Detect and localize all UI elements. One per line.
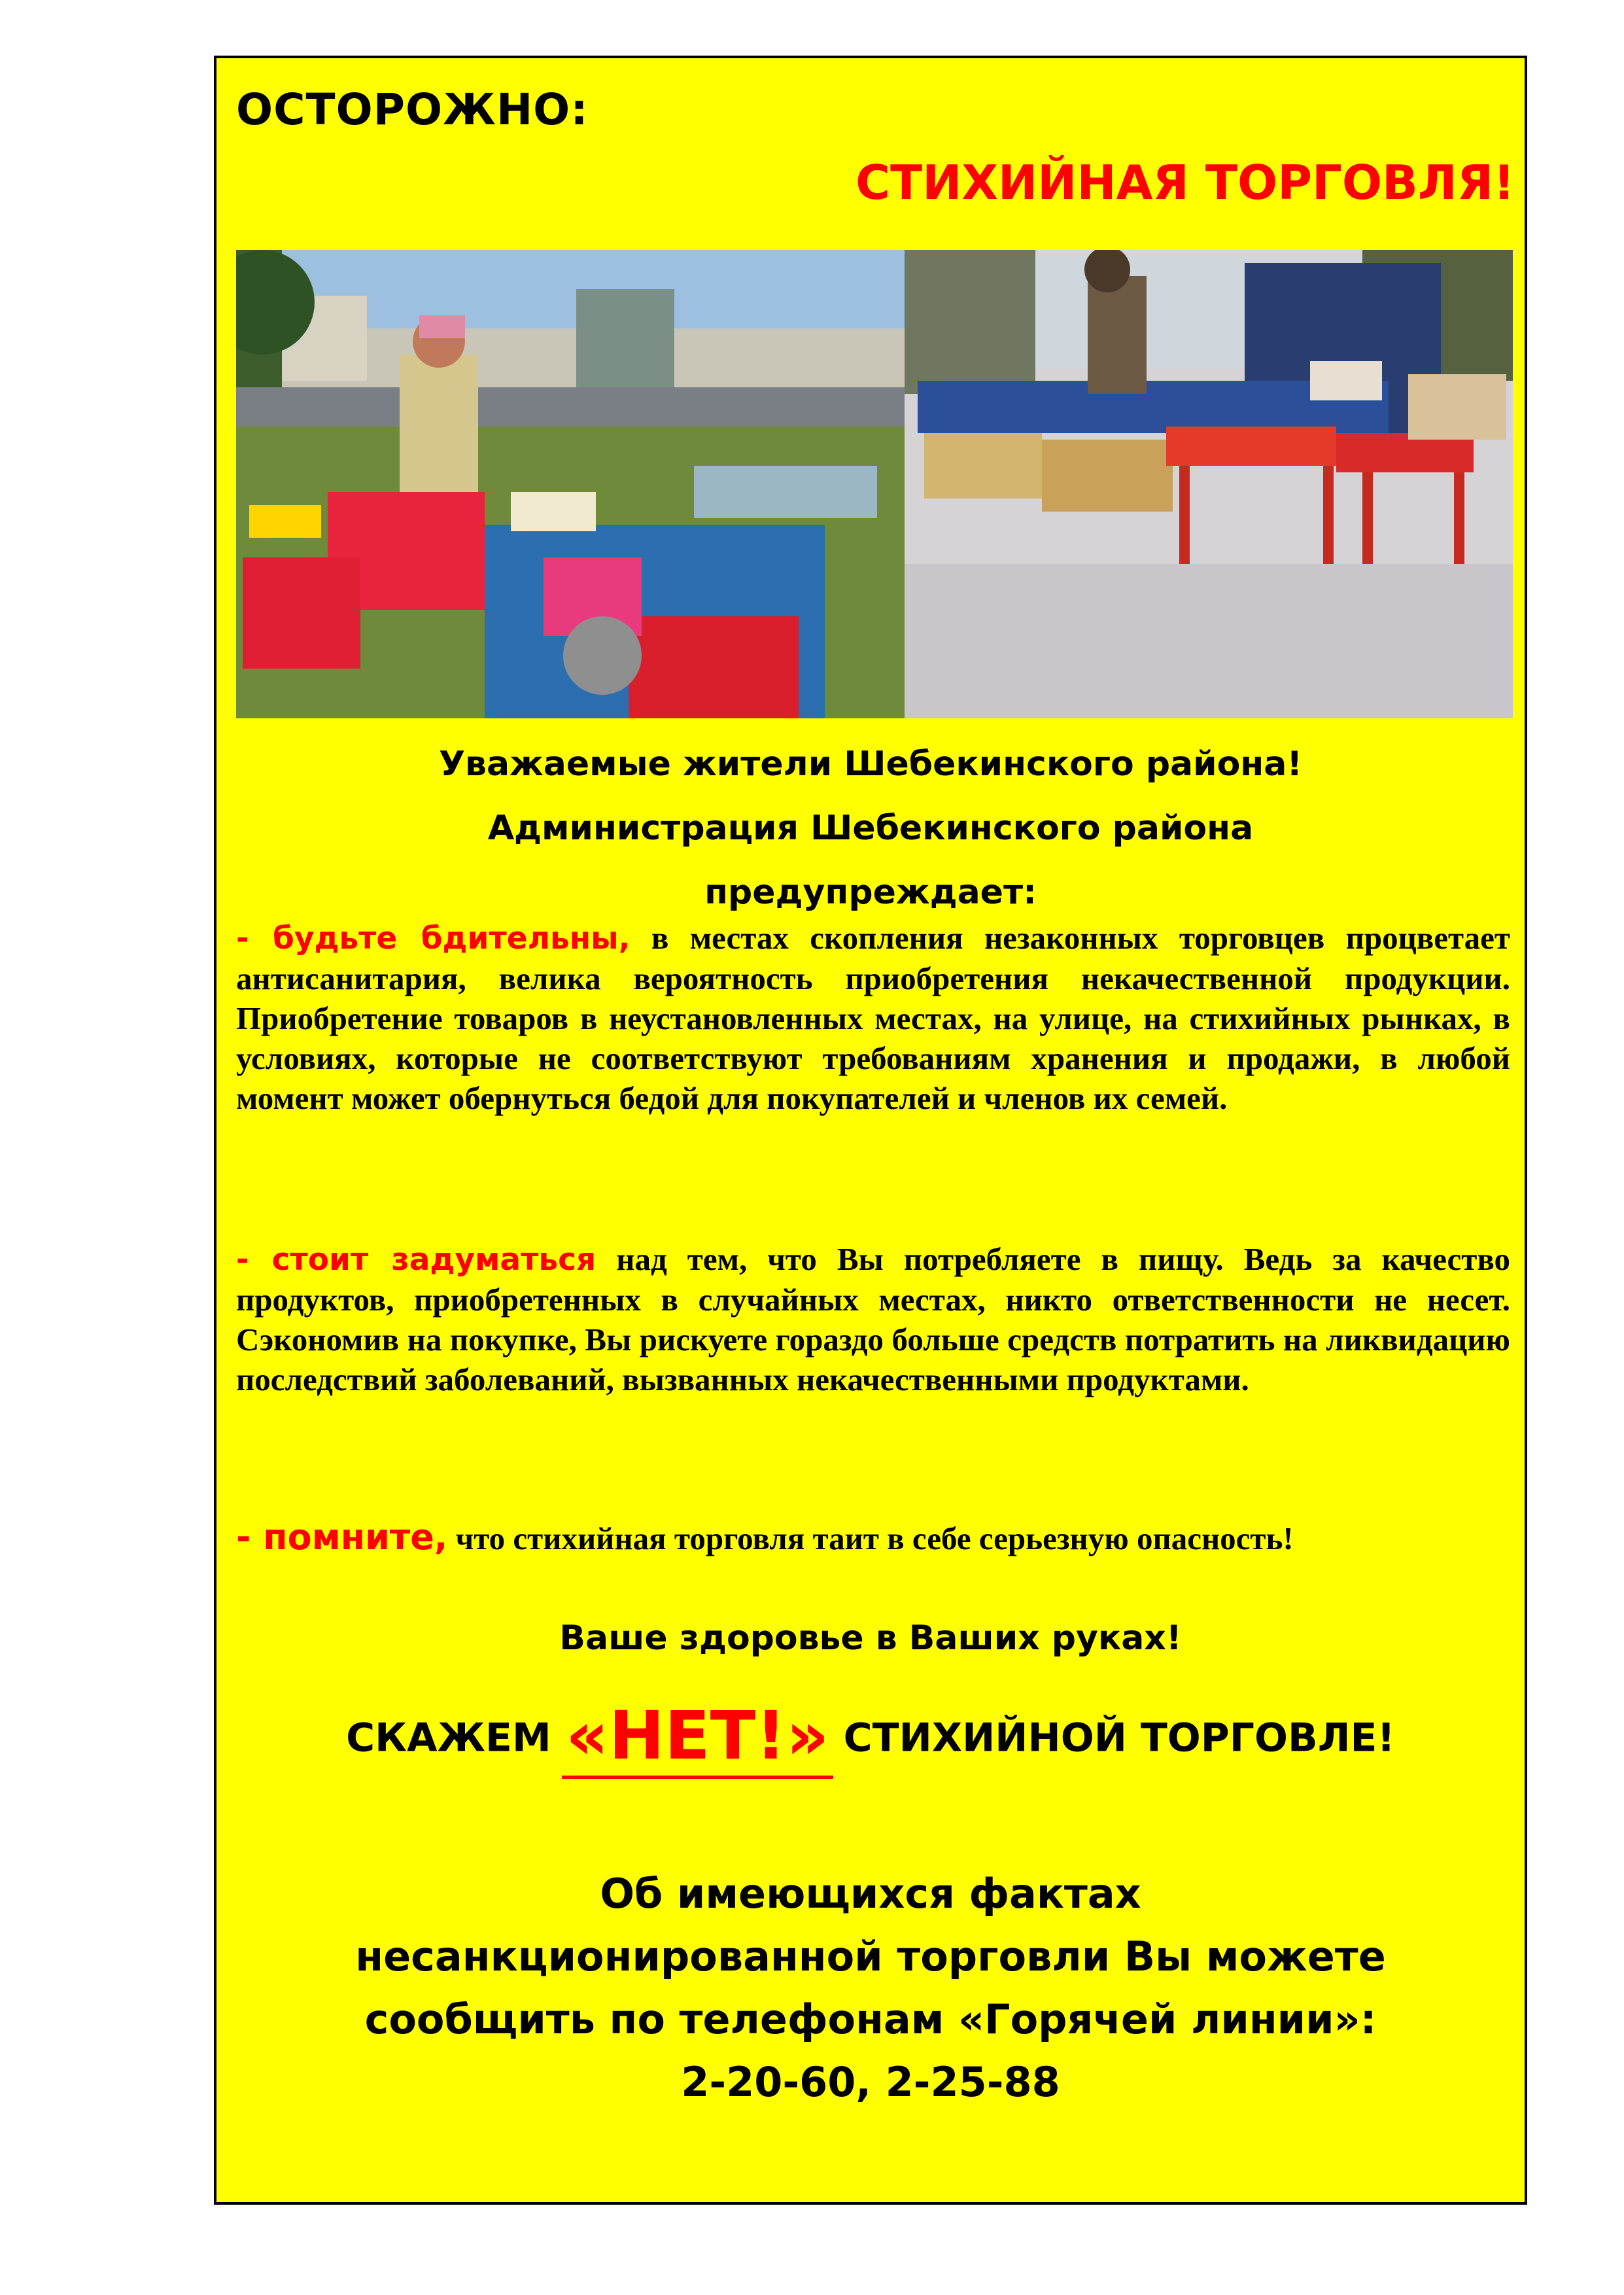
- paragraph-text: над тем, что Вы потребляете в пищу. Ведь за качество продуктов, приобретенных в случайных местах, никто ответственности не несет. Сэкономив на покупке, Вы рискуете гораздо больше средств потратить на ликвидацию последствий заболеваний, вызванных некачественными продуктами.: [236, 1241, 1510, 1397]
- paragraph-lead: - помните,: [236, 1516, 448, 1558]
- poster-title: СТИХИЙНАЯ ТОРГОВЛЯ!: [855, 155, 1515, 210]
- say-no-before: СКАЖЕМ: [346, 1715, 551, 1761]
- say-no-highlight: «НЕТ!»: [562, 1697, 833, 1779]
- health-slogan: Ваше здоровье в Ваших руках!: [559, 1619, 1182, 1658]
- hotline-line: несанкционированной торговли Вы можете: [355, 1933, 1386, 1980]
- warns-line: предупреждает:: [704, 873, 1037, 912]
- photo-strip: [236, 250, 1513, 718]
- street-vendor-photo: [236, 250, 905, 718]
- hotline-line: сообщить по телефонам «Горячей линии»:: [364, 1995, 1377, 2043]
- paragraph-remember: [236, 1517, 1510, 1558]
- administration-line: Администрация Шебекинского района: [487, 809, 1254, 848]
- warning-poster: [214, 56, 1527, 2205]
- hotline-line: Об имеющихся фактах: [600, 1870, 1141, 1918]
- paragraph-lead: - будьте бдительны,: [236, 920, 631, 956]
- hotline-phones: 2-20-60, 2-25-88: [681, 2058, 1060, 2106]
- say-no-after: СТИХИЙНОЙ ТОРГОВЛЕ!: [843, 1715, 1395, 1761]
- warning-heading: ОСТОРОЖНО:: [236, 84, 589, 135]
- market-stall-photo: [905, 250, 1513, 718]
- paragraph-lead: - стоит задуматься: [236, 1242, 596, 1278]
- paragraph-be-vigilant: [236, 918, 1510, 1118]
- say-no-banner: [216, 1697, 1525, 1779]
- paragraph-text: в местах скопления незаконных торговцев процветает антисанитария, велика вероятность приобретения некачественной продукции. Приобретение товаров в неустановленных местах, на улице, на стихийных рынках, в условиях, которые не соответствуют требованиям хранения и продажи, в любой момент может обернуться бедой для покупателей и членов их семей.: [236, 920, 1510, 1116]
- paragraph-text: что стихийная торговля таит в себе серьезную опасность!: [447, 1520, 1294, 1556]
- greeting-line: Уважаемые жители Шебекинского района!: [438, 745, 1303, 784]
- paragraph-think: [236, 1239, 1510, 1399]
